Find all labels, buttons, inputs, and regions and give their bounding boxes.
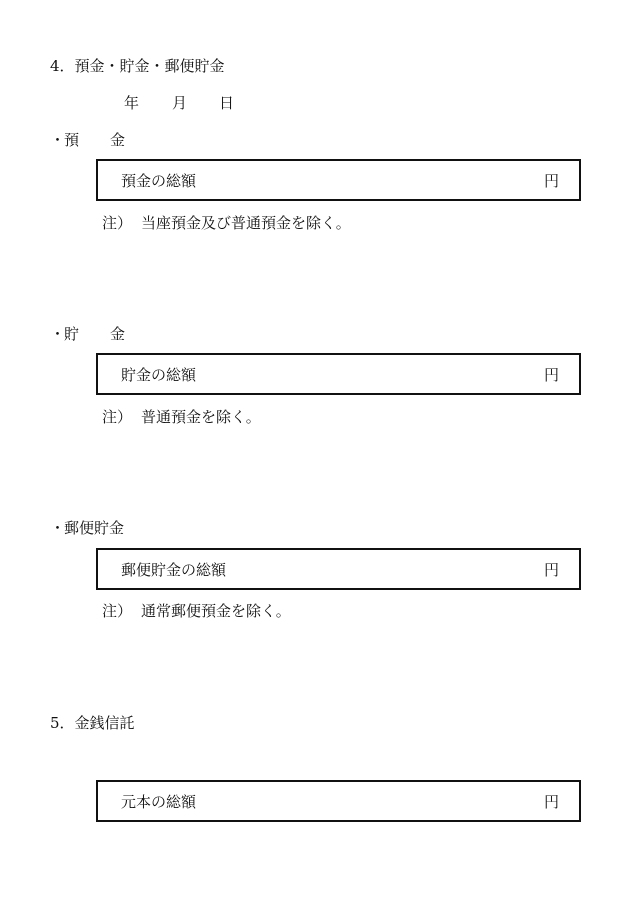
savings-total-box[interactable] (96, 353, 581, 395)
savings-bullet: ・ (50, 325, 66, 343)
postal-note-mark: 注） (102, 602, 133, 620)
savings-note-mark: 注） (102, 408, 133, 426)
postal-total-unit: 円 (543, 561, 559, 579)
deposit-label-b: 金 (110, 131, 126, 149)
savings-label-a: 貯 (64, 325, 80, 343)
postal-bullet: ・ (50, 519, 66, 537)
deposit-total-box[interactable] (96, 159, 581, 201)
savings-total-unit: 円 (543, 366, 559, 384)
trust-principal-unit: 円 (543, 793, 559, 811)
trust-principal-label: 元本の総額 (121, 793, 197, 811)
section-4-heading: 4．預金・貯金・郵便貯金 (50, 57, 225, 75)
deposit-note-mark: 注） (102, 214, 133, 232)
trust-principal-box[interactable] (96, 780, 581, 822)
date-month-label: 月 (172, 94, 188, 112)
date-day-label: 日 (219, 94, 235, 112)
postal-total-label: 郵便貯金の総額 (121, 561, 227, 579)
savings-total-label: 貯金の総額 (121, 366, 197, 384)
savings-note-text: 普通預金を除く。 (141, 408, 261, 426)
deposit-label-a: 預 (64, 131, 80, 149)
deposit-total-unit: 円 (543, 172, 559, 190)
postal-note-text: 通常郵便預金を除く。 (141, 602, 291, 620)
postal-total-box[interactable] (96, 548, 581, 590)
section-5-heading: 5．金銭信託 (50, 714, 135, 732)
postal-label: 郵便貯金 (64, 519, 125, 537)
date-year-label: 年 (124, 94, 140, 112)
savings-label-b: 金 (110, 325, 126, 343)
deposit-bullet: ・ (50, 131, 66, 149)
deposit-total-label: 預金の総額 (121, 172, 197, 190)
deposit-note-text: 当座預金及び普通預金を除く。 (141, 214, 351, 232)
